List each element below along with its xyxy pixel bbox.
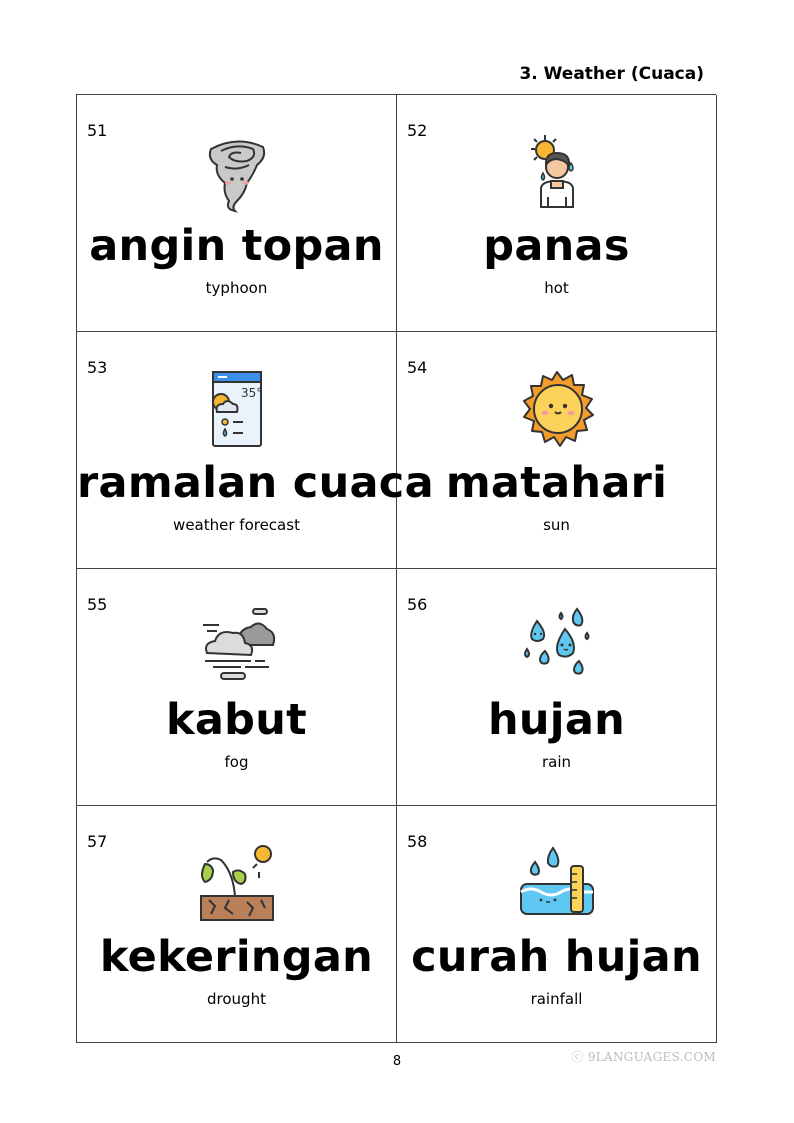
indonesian-word: ramalan cuaca <box>77 458 434 508</box>
card-number: 57 <box>87 832 108 851</box>
temperature-label: 35° <box>240 386 262 400</box>
english-translation: weather forecast <box>173 516 300 534</box>
indonesian-word: kabut <box>165 695 308 745</box>
english-translation: sun <box>543 516 570 534</box>
rainfall-gauge-icon <box>515 842 599 926</box>
card-number: 58 <box>407 832 428 851</box>
indonesian-word: curah hujan <box>411 932 702 982</box>
card-number: 55 <box>87 595 108 614</box>
weather-forecast-icon <box>195 368 279 452</box>
card-number: 56 <box>407 595 428 614</box>
indonesian-word: angin topan <box>89 221 384 271</box>
vocab-card-55 <box>77 569 397 806</box>
english-translation: fog <box>224 753 249 771</box>
english-translation: rainfall <box>530 990 583 1008</box>
english-translation: rain <box>541 753 572 771</box>
indonesian-word: hujan <box>487 695 626 745</box>
fog-icon <box>195 605 279 689</box>
indonesian-word: matahari <box>445 458 668 508</box>
indonesian-word: panas <box>483 221 630 271</box>
rain-drops-icon <box>515 605 599 689</box>
vocab-card-57 <box>77 806 397 1043</box>
card-number: 54 <box>407 358 428 377</box>
grid-bottom-border <box>76 1042 716 1043</box>
page-number: 8 <box>392 1054 402 1069</box>
drought-icon <box>195 842 279 926</box>
copyright-notice: ⓒ 9LANGUAGES.COM <box>571 1050 716 1064</box>
english-translation: drought <box>207 990 266 1008</box>
indonesian-word: kekeringan <box>99 932 374 982</box>
sun-icon <box>515 368 599 452</box>
card-number: 53 <box>87 358 108 377</box>
hot-person-icon <box>515 131 599 215</box>
english-translation: typhoon <box>205 279 268 297</box>
card-number: 52 <box>407 121 428 140</box>
vocab-card-58 <box>397 806 717 1043</box>
vocab-card-54 <box>397 332 717 569</box>
vocab-card-56 <box>397 569 717 806</box>
section-title: 3. Weather (Cuaca) <box>519 64 704 84</box>
vocabulary-grid <box>76 94 716 1042</box>
vocab-card-51 <box>77 95 397 332</box>
english-translation: hot <box>544 279 569 297</box>
card-number: 51 <box>87 121 108 140</box>
vocab-card-52 <box>397 95 717 332</box>
typhoon-icon <box>195 131 279 215</box>
